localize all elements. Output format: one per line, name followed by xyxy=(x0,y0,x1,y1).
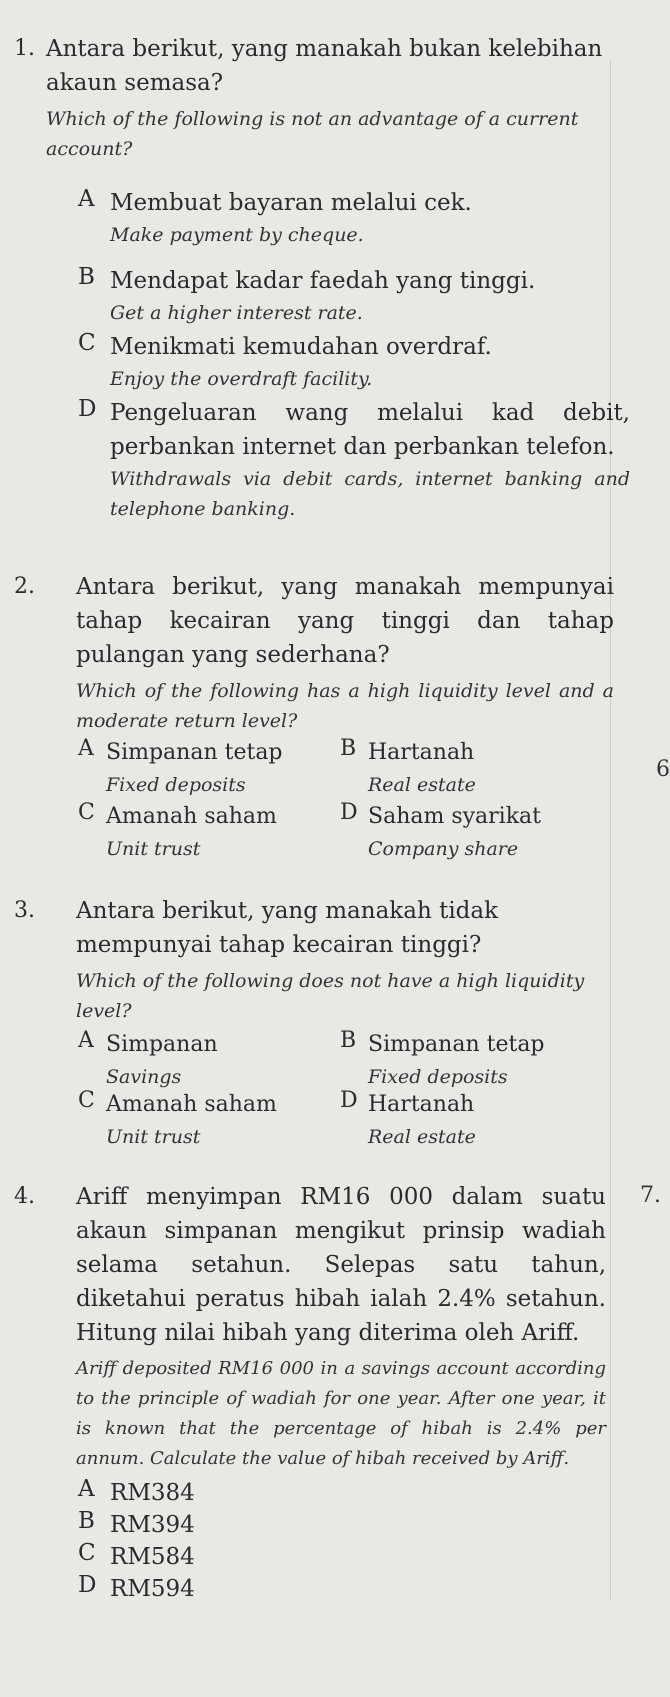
option-text-ms: RM584 xyxy=(110,1544,195,1570)
option-text-ms: Amanah saham xyxy=(106,1092,277,1117)
option-letter: D xyxy=(78,396,97,422)
question-text-en: Which of the following has a high liquidity level and a moderate return level? xyxy=(76,680,614,732)
option-text-en: Get a higher interest rate. xyxy=(110,302,363,324)
question-text-ms: Antara berikut, yang manakah mempunyai tahap kecairan yang tinggi dan tahap pulangan yang sederhana? xyxy=(76,574,614,668)
question-number: 1. xyxy=(14,36,35,61)
option-text-en: Real estate xyxy=(368,1126,476,1148)
option-letter: A xyxy=(78,186,95,212)
option-letter: B xyxy=(340,736,357,761)
option-text-ms: Saham syarikat xyxy=(368,804,542,829)
option-text-ms: Simpanan xyxy=(106,1032,218,1057)
option-text-en: Real estate xyxy=(368,774,476,796)
option-text-ms: Pengeluaran wang melalui kad debit, perbankan internet dan perbankan telefon. xyxy=(110,400,630,460)
option-text-ms: Menikmati kemudahan overdraf. xyxy=(110,334,492,360)
option-letter: D xyxy=(340,800,358,825)
option-letter: B xyxy=(340,1028,357,1053)
option-text-en: Fixed deposits xyxy=(106,774,246,796)
margin-page-mark: 6 xyxy=(656,757,670,782)
option-text-en: Fixed deposits xyxy=(368,1066,508,1088)
option-text-ms: Membuat bayaran melalui cek. xyxy=(110,190,472,216)
option-text-ms: Simpanan tetap xyxy=(368,1032,545,1057)
option-text-ms: Mendapat kadar faedah yang tinggi. xyxy=(110,268,536,294)
margin-page-mark: 7. xyxy=(640,1183,661,1208)
question-number: 4. xyxy=(14,1184,35,1209)
option-text-ms: RM384 xyxy=(110,1480,195,1506)
option-letter: A xyxy=(78,1028,94,1053)
question-number: 2. xyxy=(14,574,35,599)
question-text-ms: Ariff menyimpan RM16 000 dalam suatu akaun simpanan mengikut prinsip wadiah selama setahun. Selepas satu tahun, diketahui peratus hibah ialah 2.4% setahun. Hitung nilai hibah yang diterima oleh Ariff. xyxy=(76,1184,606,1346)
option-text-en: Company share xyxy=(368,838,519,860)
question-text-en: Ariff deposited RM16 000 in a savings account according to the principle of wadiah for one year. After one year, it is known that the percentage of hibah is 2.4% per annum. Calculate the value of hibah received by Ariff. xyxy=(76,1358,606,1469)
option-letter: A xyxy=(78,736,94,761)
option-text-en: Make payment by cheque. xyxy=(110,224,364,246)
option-text-ms: Hartanah xyxy=(368,1092,475,1117)
option-letter: C xyxy=(78,1088,95,1113)
option-text-ms: Simpanan tetap xyxy=(106,740,283,765)
question-text-en: Which of the following is not an advantage of a current account? xyxy=(46,108,579,160)
question-number: 3. xyxy=(14,898,35,923)
option-text-ms: RM594 xyxy=(110,1576,195,1602)
question-text-ms: Antara berikut, yang manakah tidak mempunyai tahap kecairan tinggi? xyxy=(76,898,499,958)
option-text-en: Savings xyxy=(106,1066,182,1088)
question-text-ms: Antara berikut, yang manakah bukan kelebihan akaun semasa? xyxy=(46,36,603,96)
question-text-en: Which of the following does not have a high liquidity level? xyxy=(76,970,585,1022)
option-text-en: Enjoy the overdraft facility. xyxy=(110,368,373,390)
option-letter: C xyxy=(78,330,96,356)
option-text-ms: Hartanah xyxy=(368,740,475,765)
option-letter: B xyxy=(78,264,95,290)
option-text-ms: RM394 xyxy=(110,1512,195,1538)
option-letter: D xyxy=(340,1088,358,1113)
option-letter: A xyxy=(78,1476,95,1502)
option-letter: D xyxy=(78,1572,97,1598)
option-letter: B xyxy=(78,1508,95,1534)
option-letter: C xyxy=(78,1540,96,1566)
option-letter: C xyxy=(78,800,95,825)
option-text-en: Unit trust xyxy=(106,838,201,860)
option-text-ms: Amanah saham xyxy=(106,804,277,829)
option-text-en: Withdrawals via debit cards, internet banking and telephone banking. xyxy=(110,468,630,520)
option-text-en: Unit trust xyxy=(106,1126,201,1148)
